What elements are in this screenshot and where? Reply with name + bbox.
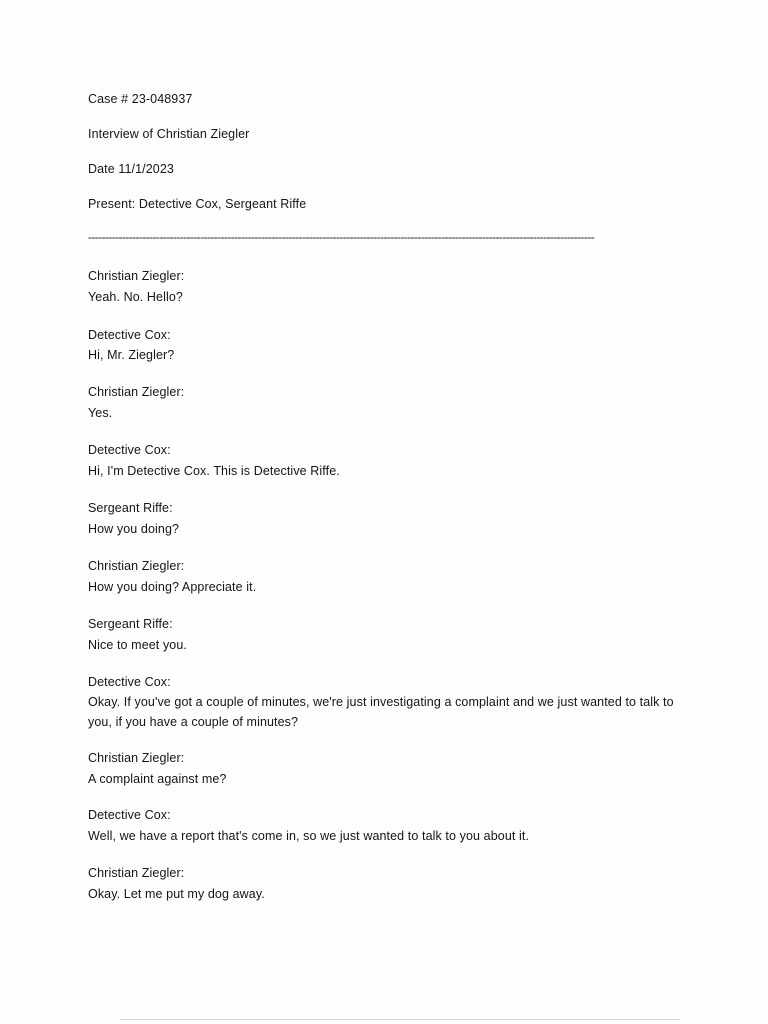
speaker-label: Detective Cox: <box>88 443 171 457</box>
speaker-label: Sergeant Riffe: <box>88 617 173 631</box>
separator-line: ----------------------------------------------------------------------------------------------------------------------------------------------------- <box>88 230 595 244</box>
utterance-text: Hi, Mr. Ziegler? <box>88 348 175 362</box>
utterance-text: How you doing? <box>88 522 180 536</box>
utterance-text: How you doing? Appreciate it. <box>88 580 257 594</box>
speaker-label: Detective Cox: <box>88 328 171 342</box>
utterance-text: Well, we have a report that's come in, so we just wanted to talk to you about it. <box>88 829 530 843</box>
utterance-text: Okay. Let me put my dog away. <box>88 887 265 901</box>
speaker-label: Sergeant Riffe: <box>88 501 173 515</box>
speaker-label: Christian Ziegler: <box>88 866 185 880</box>
speaker-label: Christian Ziegler: <box>88 751 185 765</box>
speaker-label: Detective Cox: <box>88 808 171 822</box>
case-number: Case # 23-048937 <box>88 92 193 106</box>
present-line: Present: Detective Cox, Sergeant Riffe <box>88 197 307 211</box>
interview-title: Interview of Christian Ziegler <box>88 127 250 141</box>
speaker-label: Detective Cox: <box>88 675 171 689</box>
utterance-text: A complaint against me? <box>88 772 227 786</box>
speaker-label: Christian Ziegler: <box>88 559 185 573</box>
utterance-text: Okay. If you've got a couple of minutes, we're just investigating a complaint and we just wanted to talk to you, if you have a couple of minutes? <box>88 695 674 729</box>
speaker-label: Christian Ziegler: <box>88 269 185 283</box>
utterance-text: Hi, I'm Detective Cox. This is Detective Riffe. <box>88 464 340 478</box>
interview-date: Date 11/1/2023 <box>88 162 174 176</box>
utterance-text: Nice to meet you. <box>88 638 187 652</box>
utterance-text: Yes. <box>88 406 113 420</box>
utterance-text: Yeah. No. Hello? <box>88 290 183 304</box>
scan-edge-line <box>120 1019 680 1020</box>
speaker-label: Christian Ziegler: <box>88 385 185 399</box>
